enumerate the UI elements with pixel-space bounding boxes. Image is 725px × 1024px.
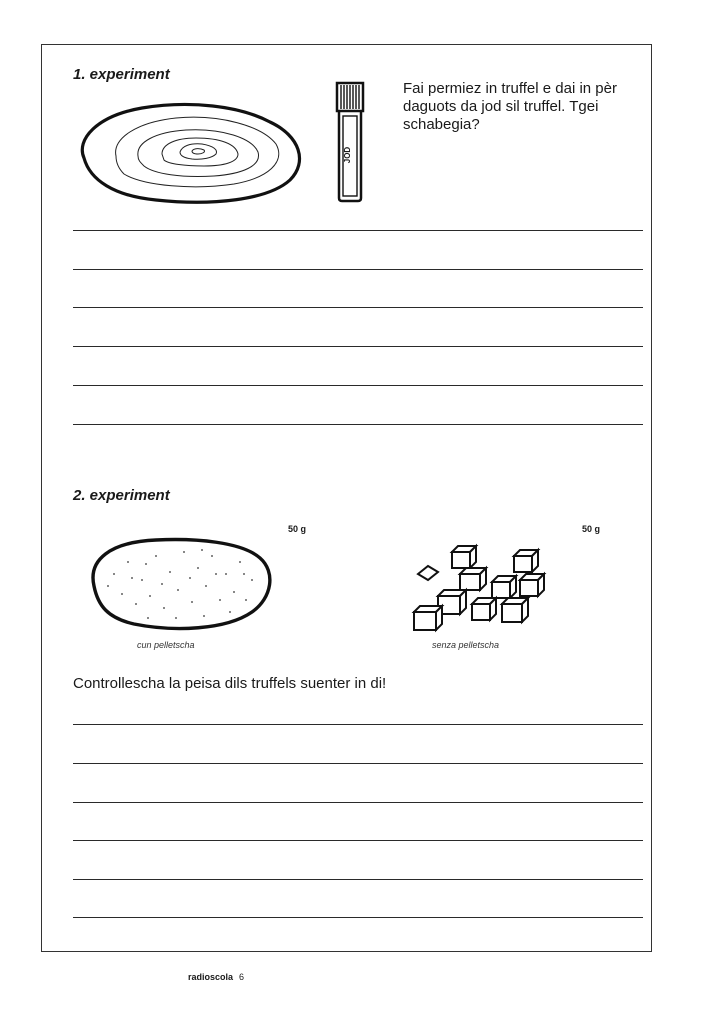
experiment-2-heading: 2. experiment [73,487,170,504]
left-weight-label: 50 g [288,524,307,534]
answer-line [73,424,643,425]
answer-line [73,763,643,764]
right-caption: senza pelletscha [432,640,500,650]
answer-line [73,917,643,918]
vial-label: JOD [343,146,352,164]
answer-line [73,307,643,308]
experiment-2-task: Controllescha la peisa dils truffels suenter in di! [73,675,387,692]
answer-line [73,346,643,347]
experiment-1-instruction: Fai permiez in truffel e dai in pèr daguots da jod sil truffel. Tgei schabegia? [403,80,617,133]
page-footer [188,972,244,982]
potato-cubes-illustration [412,542,552,634]
potato-with-skin-illustration [86,534,276,634]
answer-line [73,802,643,803]
answer-line [73,385,643,386]
right-weight-label: 50 g [582,524,601,534]
answer-line [73,840,643,841]
answer-line [73,724,643,725]
page-number: 6 [239,972,245,982]
answer-line [73,230,643,231]
iodine-vial-illustration [334,80,368,204]
answer-line [73,879,643,880]
answer-line [73,269,643,270]
experiment-1-heading: 1. experiment [73,66,170,83]
left-caption: cun pelletscha [137,640,195,650]
potato-slice-illustration [72,96,312,206]
footer-brand: radioscola [188,972,234,982]
